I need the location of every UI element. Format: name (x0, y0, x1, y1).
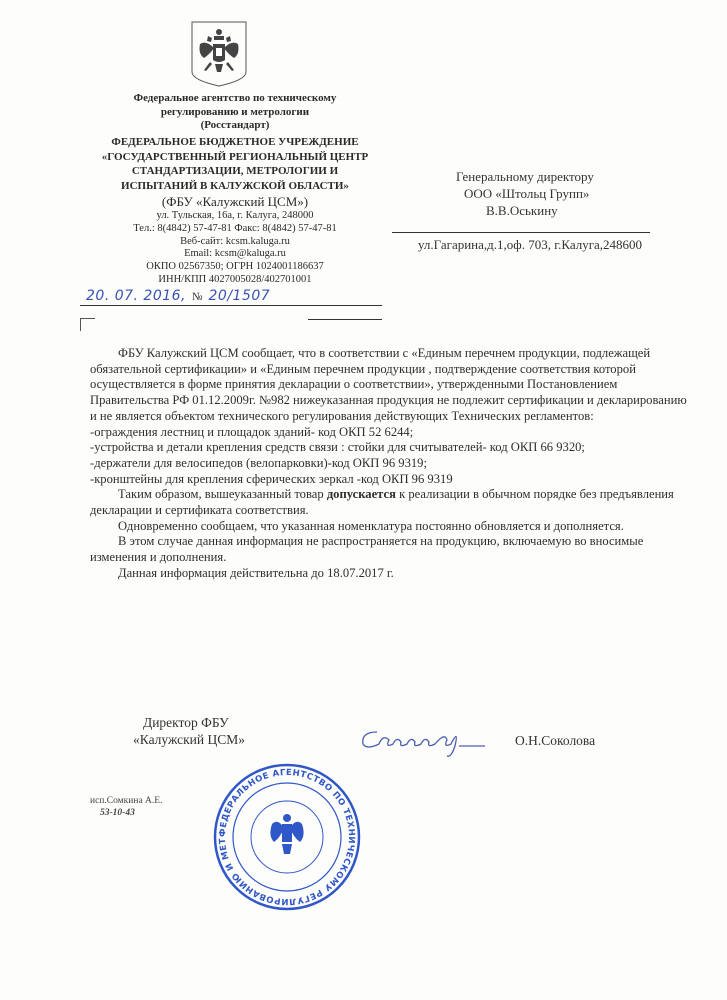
institution-line: СТАНДАРТИЗАЦИИ, МЕТРОЛОГИИ И (131, 165, 339, 177)
number-handwritten: 20/1507 (208, 288, 271, 304)
letterhead-emblem (188, 20, 250, 88)
contact-block (80, 210, 390, 287)
executor-phone: 53-10-43 (100, 808, 135, 818)
phones: Тел.: 8(4842) 57-47-81 Факс: 8(4842) 57-47-81 (133, 222, 337, 234)
text: Таким образом, вышеуказанный товар (118, 487, 327, 502)
website: Веб-сайт: kcsm.kaluga.ru (180, 235, 290, 247)
institution-line: ФЕДЕРАЛЬНОЕ БЮДЖЕТНОЕ УЧРЕЖДЕНИЕ (111, 136, 359, 148)
date-underline (80, 305, 382, 306)
stamp-text: ФЕДЕРАЛЬНОЕ АГЕНТСТВО ПО ТЕХНИЧЕСКОМУ РЕГУЛИРОВАНИЮ И МЕТ (217, 767, 357, 907)
email: Email: kcsm@kaluga.ru (184, 248, 286, 260)
recipient-name: В.В.Оськину (486, 203, 558, 218)
agency-line: (Росстандарт) (200, 119, 270, 131)
address: ул. Тульская, 16а, г. Калуга, 248000 (156, 210, 314, 221)
date-number-row (86, 288, 270, 304)
text: к реализации в обычном порядке без предъявления декларации и сертификата соответствия. (90, 487, 674, 518)
institution-line: «ГОСУДАРСТВЕННЫЙ РЕГИОНАЛЬНЫЙ ЦЕНТР (101, 150, 369, 163)
signatory-name: О.Н.Соколова (515, 733, 596, 748)
recipient-company: ООО «Штольц Групп» (464, 186, 590, 201)
number-label: № (192, 291, 203, 303)
institution-line: ИСПЫТАНИЙ В КАЛУЖСКОЙ ОБЛАСТИ» (121, 179, 349, 192)
title-line: «Калужский ЦСМ» (133, 732, 245, 747)
signatory-title (133, 714, 245, 748)
signature-icon (355, 718, 505, 758)
list-item: -кронштейны для крепления сферических зеркал -код ОКП 96 9319 (90, 471, 453, 486)
executor-name: исп.Сомкина А.Е. (90, 796, 163, 806)
letter-body (90, 346, 690, 582)
agency-name (80, 92, 390, 133)
reference-underline (308, 319, 382, 320)
paragraph: Одновременно сообщаем, что указанная номенклатура постоянно обновляется и дополняется. (118, 518, 624, 533)
paragraph: В этом случае данная информация не распространяется на продукцию, включаемую во вносимые изменения и дополнения. (90, 534, 644, 565)
list-item: -устройства и детали крепления средств связи : стойки для считывателей- код ОКП 66 9320; (90, 440, 585, 455)
list-item: -держатели для велосипедов (велопарковки)-код ОКП 96 9319; (90, 455, 427, 470)
date-handwritten: 20. 07. 2016, (86, 288, 187, 304)
emphasis: допускается (326, 487, 396, 502)
paragraph (90, 487, 690, 518)
title-line: Директор ФБУ (143, 715, 229, 730)
agency-line: Федеральное агентство по техническому (133, 92, 337, 104)
recipient-title: Генеральному директору (456, 169, 594, 184)
executor-block (90, 795, 162, 819)
inn-kpp: ИНН/КПП 4027005028/402701001 (158, 273, 312, 285)
list-item: -ограждения лестниц и площадок зданий- код ОКП 52 6244; (90, 424, 414, 439)
russian-coat-of-arms-icon (188, 20, 250, 88)
official-stamp (212, 762, 362, 912)
okpo-ogrn: ОКПО 02567350; ОГРН 1024001186637 (146, 261, 324, 273)
institution-name (80, 135, 390, 193)
recipient-divider (392, 232, 650, 233)
corner-mark (80, 318, 95, 331)
handwritten-signature (355, 718, 505, 758)
stamp-seal-icon (212, 762, 362, 912)
recipient-block (420, 168, 680, 219)
paragraph: Данная информация действительна до 18.07.2017 г. (118, 565, 394, 580)
agency-line: регулированию и метрологии (160, 105, 310, 118)
institution-short-name: (ФБУ «Калужский ЦСМ») (161, 194, 309, 209)
recipient-address: ул.Гагарина,д.1,оф. 703, г.Калуга,248600 (418, 237, 643, 252)
paragraph: ФБУ Калужский ЦСМ сообщает, что в соответствии с «Единым перечнем продукции, подлежащей обязательной сертификации» и «Единым перечнем продукции , подтверждение соответствия которой осуществляется в форме принятия декларации о соответствии», утвержденными Постановлением Правительства РФ 01.12.2009г. №982 нижеуказанная продукция не подлежит сертификации и декларированию и не является объектом технического регулирования действующих Технических регламентов: (90, 346, 687, 423)
